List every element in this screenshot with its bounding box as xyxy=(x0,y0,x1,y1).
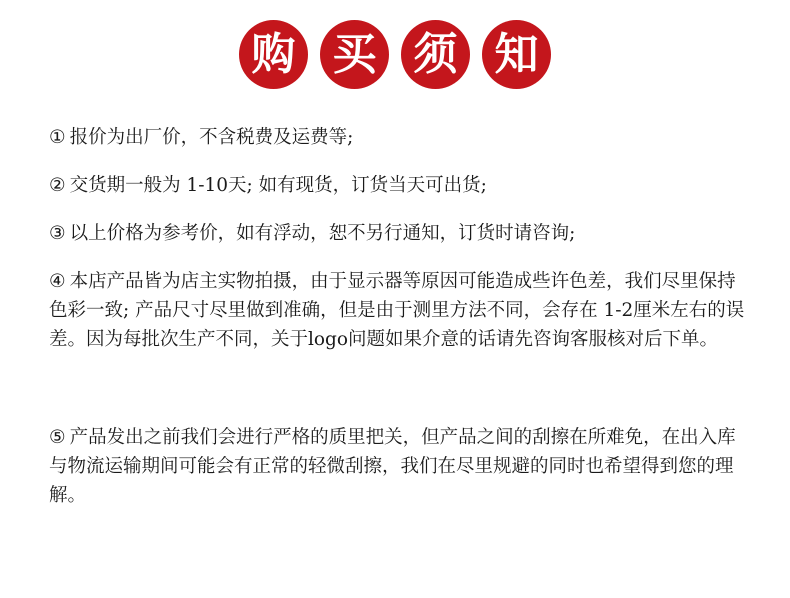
note-number: ⑤ xyxy=(49,427,66,448)
title-char-mai: 买 xyxy=(320,20,389,89)
note-text: 产品发出之前我们会进行严格的质里把关，但产品之间的刮擦在所难免，在出入库与物流运输期间可能会有正常的轻微刮擦，我们在尽里规避的同时也希望得到您的理解。 xyxy=(49,427,736,506)
title-char-xu: 须 xyxy=(401,20,470,89)
page-title xyxy=(0,20,790,89)
note-item xyxy=(49,123,754,152)
note-number: ③ xyxy=(49,223,66,244)
note-text: 交货期一般为 1-10天; 如有现货，订货当天可出货; xyxy=(69,175,487,196)
title-char-zhi: 知 xyxy=(482,20,551,89)
note-number: ④ xyxy=(49,271,66,292)
note-number: ① xyxy=(49,127,66,148)
title-char-gou: 购 xyxy=(239,20,308,89)
note-number: ② xyxy=(49,175,66,196)
note-item xyxy=(49,219,754,248)
note-item xyxy=(49,423,754,510)
note-text: 本店产品皆为店主实物拍摄，由于显示器等原因可能造成些许色差，我们尽里保持色彩一致; 产品尺寸尽里做到准确，但是由于测里方法不同，会存在 1-2厘米左右的误差。因为每批次生产不同，关于logo问题如果介意的话请先咨询客服核对后下单。 xyxy=(49,271,745,350)
note-text: 报价为出厂价，不含税费及运费等; xyxy=(69,127,354,148)
note-text: 以上价格为参考价，如有浮动，恕不另行通知，订货时请咨询; xyxy=(69,223,576,244)
note-item xyxy=(49,171,754,200)
note-item xyxy=(49,267,754,354)
